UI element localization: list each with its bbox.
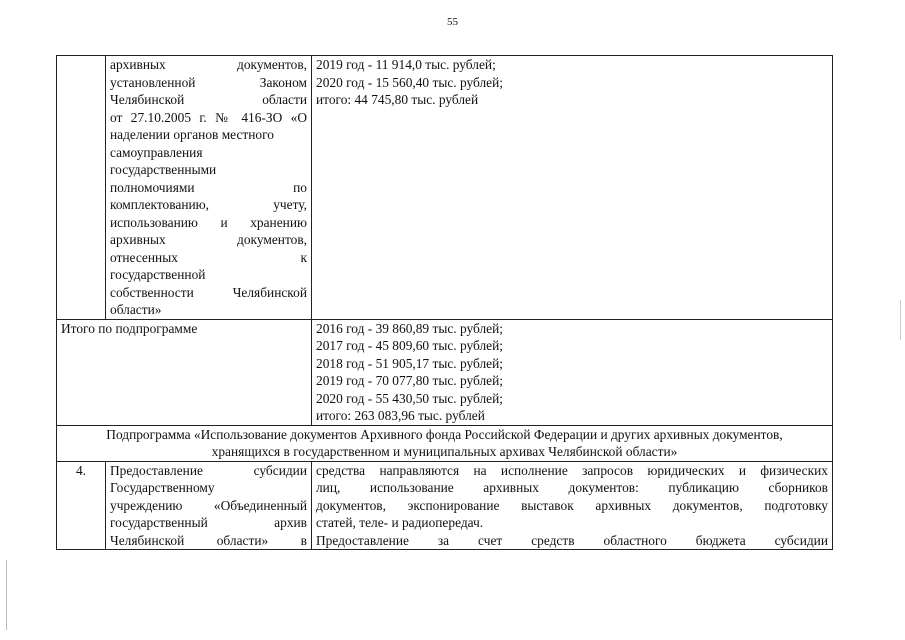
text-line: использованию и хранению bbox=[110, 214, 307, 230]
text-line: самоуправления bbox=[110, 144, 203, 160]
text-line: полномочиями по bbox=[110, 179, 307, 195]
text-line: итого: 44 745,80 тыс. рублей bbox=[316, 92, 479, 107]
text-line: 2020 год - 55 430,50 тыс. рублей; bbox=[316, 390, 503, 406]
text-line: комплектованию, учету, bbox=[110, 197, 307, 212]
text-line: от 27.10.2005 г. № 416-ЗО «О bbox=[110, 109, 307, 125]
scan-margin-line bbox=[6, 560, 7, 630]
text-line: Челябинской области» в bbox=[110, 532, 307, 548]
text-line: 2020 год - 15 560,40 тыс. рублей; bbox=[316, 74, 503, 90]
text-line: государственный архив bbox=[110, 515, 307, 530]
subtotal-label-cell: Итого по подпрограмме bbox=[57, 319, 312, 425]
row1-number-cell bbox=[57, 56, 106, 320]
heading-line: Подпрограмма «Использование документов Архивного фонда Российской Федерации и других архивных документов, bbox=[106, 426, 783, 442]
table-row bbox=[57, 461, 833, 550]
text-line: 2019 год - 11 914,0 тыс. рублей; bbox=[316, 57, 496, 72]
text-line: области» bbox=[110, 302, 162, 317]
text-line: архивных документов, bbox=[110, 232, 307, 247]
page-number: 55 bbox=[447, 16, 458, 28]
row4-description-cell bbox=[106, 461, 312, 550]
subprogram-heading-cell bbox=[57, 425, 833, 461]
table-row bbox=[57, 319, 833, 425]
text-line: средства направляются на исполнение запросов юридических и физических bbox=[316, 462, 828, 478]
table-row bbox=[57, 425, 833, 461]
text-line: отнесенных к bbox=[110, 249, 307, 265]
row4-number-cell: 4. bbox=[57, 461, 106, 550]
text-line: 2017 год - 45 809,60 тыс. рублей; bbox=[316, 338, 503, 353]
text-line: государственной bbox=[110, 267, 206, 282]
text-line: 2016 год - 39 860,89 тыс. рублей; bbox=[316, 320, 503, 336]
text-line: Челябинской области bbox=[110, 92, 307, 107]
text-line: наделении органов местного bbox=[110, 127, 274, 142]
subtotal-funding-cell bbox=[312, 319, 833, 425]
text-line: 2019 год - 70 077,80 тыс. рублей; bbox=[316, 373, 503, 388]
text-line: Государственному bbox=[110, 480, 215, 495]
text-line: лиц, использование архивных документов: публикацию сборников bbox=[316, 480, 828, 495]
text-line: 2018 год - 51 905,17 тыс. рублей; bbox=[316, 355, 503, 371]
text-line: Предоставление за счет средств областного бюджета субсидии bbox=[316, 532, 828, 548]
text-line: учреждению «Объединенный bbox=[110, 497, 307, 513]
row1-description-cell bbox=[106, 56, 312, 320]
text-line: Предоставление субсидии bbox=[110, 462, 307, 478]
heading-line: хранящихся в государственном и муниципальных архивах Челябинской области» bbox=[211, 444, 678, 459]
scan-margin-line bbox=[900, 300, 901, 340]
document-table bbox=[56, 55, 833, 550]
text-line: статей, теле- и радиопередач. bbox=[316, 515, 484, 530]
row4-purpose-cell bbox=[312, 461, 833, 550]
text-line: собственности Челябинской bbox=[110, 284, 307, 300]
row1-funding-cell bbox=[312, 56, 833, 320]
text-line: установленной Законом bbox=[110, 74, 307, 90]
text-line: документов, экспонирование выставок архивных документов, подготовку bbox=[316, 497, 828, 513]
table-row bbox=[57, 56, 833, 320]
text-line: государственными bbox=[110, 162, 217, 177]
text-line: итого: 263 083,96 тыс. рублей bbox=[316, 408, 485, 423]
text-line: архивных документов, bbox=[110, 57, 307, 72]
